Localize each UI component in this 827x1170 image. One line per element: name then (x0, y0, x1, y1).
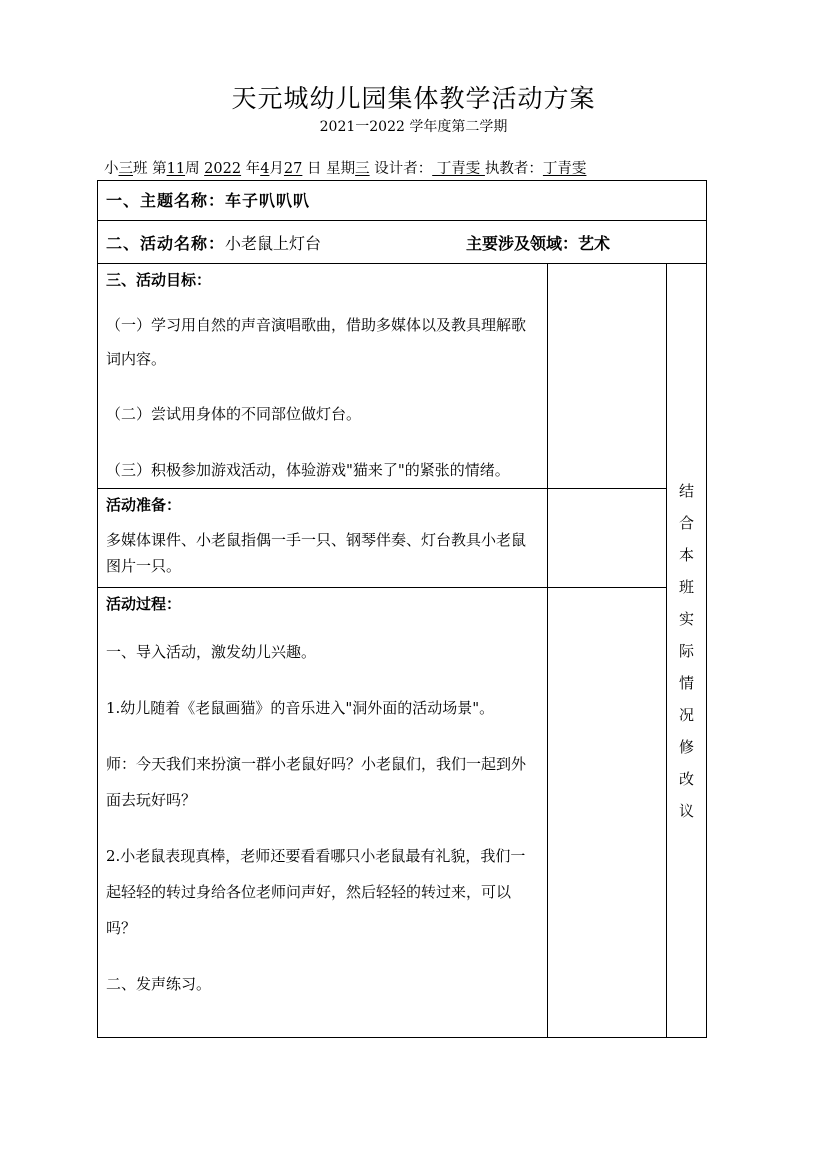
process-step-5: 二、发声练习。 (106, 975, 212, 993)
revision-char: 班 (679, 577, 695, 596)
process-notes-cell (548, 588, 667, 1038)
prep-row (98, 489, 707, 588)
process-step-3: 师：今天我们来扮演一群小老鼠好吗？小老鼠们，我们一起到外面去玩好吗？ (106, 755, 527, 809)
lesson-meta-line (104, 159, 586, 179)
designer-value: 丁青雯 (432, 161, 485, 177)
activity-value: 小老鼠上灯台 (225, 233, 322, 253)
year-suffix: 年 (241, 161, 261, 177)
month-suffix: 月 (269, 161, 284, 177)
goal-item-2: （二）尝试用身体的不同部位做灯台。 (106, 405, 362, 423)
revision-notes-column (667, 264, 707, 1038)
activity-row (98, 221, 707, 264)
prep-text: 多媒体课件、小老鼠指偶一手一只、钢琴伴奏、灯台教具小老鼠图片一只。 (106, 531, 527, 575)
process-step-1: 一、导入活动，激发幼儿兴趣。 (106, 643, 317, 661)
theme-label: 一、主题名称： (106, 191, 226, 210)
activity-label: 二、活动名称： (106, 233, 226, 253)
year-value: 2022 (204, 161, 242, 177)
revision-char: 情 (679, 673, 695, 692)
theme-value: 车子叭叭叭 (225, 191, 311, 210)
process-step-2: 1.幼儿随着《老鼠画猫》的音乐进入"洞外面的活动场景"。 (106, 699, 495, 717)
process-step-4: 2.小老鼠表现真棒，老师还要看看哪只小老鼠最有礼貌，我们一起轻轻的转过身给各位老师问声好，然后轻轻的转过来，可以吗？ (106, 847, 526, 937)
class-suffix: 班 第 (133, 161, 167, 177)
document-title: 天元城幼儿园集体教学活动方案 (231, 84, 596, 113)
teacher-value: 丁青雯 (542, 161, 587, 177)
theme-row (98, 181, 707, 221)
domain-label: 主要涉及领域： (466, 233, 579, 253)
prep-label: 活动准备： (106, 496, 182, 514)
goals-row (98, 264, 707, 489)
goals-label: 三、活动目标： (106, 271, 212, 289)
prep-notes-cell (548, 489, 667, 588)
goal-item-1: （一）学习用自然的声音演唱歌曲，借助多媒体以及教具理解歌词内容。 (106, 316, 527, 368)
day-suffix: 日 星期 (302, 161, 356, 177)
revision-char: 本 (679, 545, 695, 564)
domain-value: 艺术 (578, 233, 611, 253)
teacher-label: 执教者： (484, 161, 543, 177)
class-value: 三 (118, 161, 133, 177)
goal-item-3: （三）积极参加游戏活动，体验游戏"猫来了"的紧张的情绪。 (106, 461, 510, 479)
week-value: 11 (166, 161, 186, 177)
lesson-plan-table (97, 180, 707, 1038)
week-suffix: 周 (185, 161, 205, 177)
month-value: 4 (260, 161, 270, 177)
revision-char: 议 (679, 801, 695, 820)
revision-char: 合 (679, 513, 695, 532)
designer-label: 设计者： (369, 161, 433, 177)
process-label: 活动过程： (106, 595, 182, 613)
weekday-value: 三 (355, 161, 370, 177)
revision-char: 况 (679, 705, 695, 724)
goals-notes-cell (548, 264, 667, 489)
day-value: 27 (283, 161, 303, 177)
revision-notes-label (667, 475, 706, 827)
semester-subtitle: 2021一2022 学年度第二学期 (319, 119, 508, 135)
revision-char: 结 (679, 481, 695, 500)
process-row (98, 588, 707, 1038)
revision-char: 实 (679, 609, 695, 628)
revision-char: 改 (679, 769, 695, 788)
revision-char: 际 (679, 641, 695, 660)
class-prefix: 小 (104, 161, 119, 177)
revision-char: 修 (679, 737, 695, 756)
